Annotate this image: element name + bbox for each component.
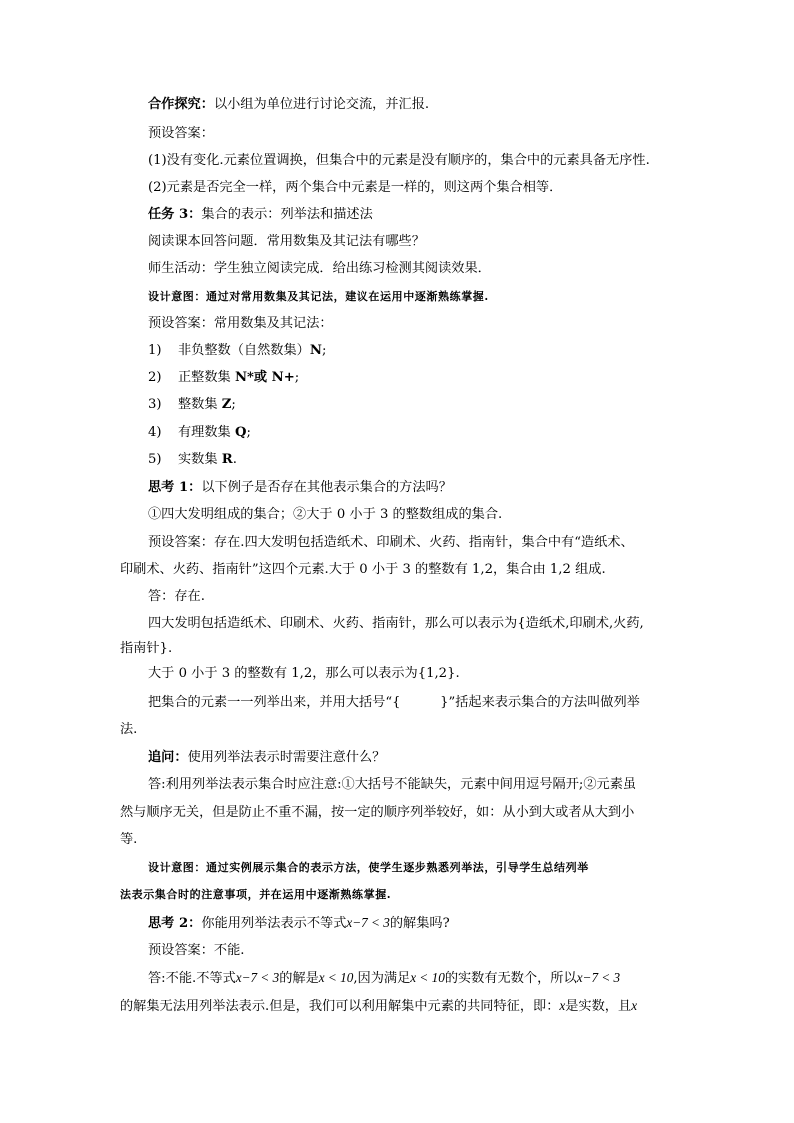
set-symbol: N xyxy=(309,343,322,358)
set-symbol: Q xyxy=(234,425,247,440)
text-line xyxy=(120,720,137,740)
answer-text: 的实数有无数个，所以 xyxy=(444,971,577,986)
line-text: 印刷术、火药、指南针”这四个元素.大于 0 小于 3 的整数有 1,2，集合由 1,2 组成. xyxy=(120,562,606,577)
section-label: 合作探究： xyxy=(148,97,214,112)
text-line xyxy=(120,560,606,580)
design-intent-line xyxy=(148,287,489,307)
text-line xyxy=(148,505,502,525)
text-line xyxy=(148,205,373,225)
line-text: 阅读课本回答问题．常用数集及其记法有哪些？ xyxy=(148,234,425,249)
think2-label: 思考 2： xyxy=(148,916,202,931)
line-text: 法. xyxy=(120,722,138,737)
answer-line-2 xyxy=(120,996,637,1017)
set-suffix: ; xyxy=(294,370,300,385)
line-text: 然与顺序无关，但是防止不重不漏，按一定的顺序列举较好，如：从小到大或者从大到小 xyxy=(120,805,635,820)
set-name: 实数集 xyxy=(178,452,222,467)
answer-text: 答:不能.不等式 xyxy=(148,971,236,986)
line-text: 以小组为单位进行讨论交流，并汇报. xyxy=(213,97,430,112)
set-suffix: ; xyxy=(321,343,327,358)
text-line xyxy=(148,478,452,498)
list-number: 3) xyxy=(148,397,162,412)
math-expr: x xyxy=(631,998,638,1013)
line-text: 设计意图：通过对常用数集及其记法，建议在运用中逐渐熟练掌握. xyxy=(148,290,489,303)
line-text: 等. xyxy=(120,832,138,847)
section-label: 任务 3： xyxy=(148,207,202,222)
text-line xyxy=(148,178,562,198)
math-expr: x xyxy=(559,998,566,1013)
number-set-item xyxy=(148,341,326,361)
text-line xyxy=(148,151,650,171)
text-line xyxy=(148,664,460,684)
answer-line-1 xyxy=(148,968,620,989)
math-expr: x−7 < 3 xyxy=(576,970,621,985)
preset-no: 预设答案：不能. xyxy=(148,943,245,958)
text-line xyxy=(148,124,214,144)
set-symbol: Z xyxy=(221,397,232,412)
number-set-item xyxy=(148,395,236,415)
list-number: 2) xyxy=(148,370,162,385)
line-text: (2)元素是否完全一样，两个集合中元素是一样的，则这两个集合相等． xyxy=(148,180,563,195)
set-symbol: R xyxy=(221,452,233,467)
text-line xyxy=(148,748,385,768)
design-intent-line xyxy=(148,858,589,878)
text-line xyxy=(148,533,634,553)
math-expr: x < 10 xyxy=(318,970,354,985)
think2-post: 的解集吗? xyxy=(389,916,450,931)
line-text: 答:利用列举法表示集合时应注意:①大括号不能缺失，元素中间用逗号隔开;②元素虽 xyxy=(148,777,637,792)
answer-text: 的解集无法用列举法表示.但是，我们可以利用解集中元素的共同特征，即： xyxy=(120,999,560,1014)
think2-pre: 你能用列举法表示不等式 xyxy=(201,916,347,931)
line-text: 师生活动：学生独立阅读完成．给出练习检测其阅读效果． xyxy=(148,261,491,276)
section-label: 追问： xyxy=(148,750,188,765)
line-text: 设计意图：通过实例展示集合的表示方法，使学生逐步熟悉列举法，引导学生总结列举 xyxy=(148,861,589,874)
set-name: 非负整数（自然数集） xyxy=(178,343,310,358)
number-set-item xyxy=(148,368,299,388)
section-label: 思考 1： xyxy=(148,480,202,495)
answer-text: 的解是 xyxy=(279,971,319,986)
text-line xyxy=(148,259,491,279)
set-symbol: N*或 N+ xyxy=(234,370,295,385)
line-text: 四大发明包括造纸术、印刷术、火药、指南针，那么可以表示为{造纸术,印刷术,火药, xyxy=(148,616,644,631)
text-line xyxy=(148,614,644,634)
text-line xyxy=(120,639,172,659)
line-text: 大于 0 小于 3 的整数有 1,2，那么可以表示为{1,2}. xyxy=(148,666,460,681)
line-text: 预设答案：存在.四大发明包括造纸术、印刷术、火药、指南针，集合中有“造纸术、 xyxy=(148,535,634,550)
think2-math: x−7 < 3 xyxy=(346,915,390,930)
text-line xyxy=(148,587,205,607)
line-text: 预设答案：常用数集及其记法： xyxy=(148,316,333,331)
line-text: (1)没有变化.元素位置调换，但集合中的元素是没有顺序的，集合中的元素具备无序性. xyxy=(148,153,650,168)
text-line xyxy=(148,232,425,252)
text-line xyxy=(148,314,333,334)
list-number: 5) xyxy=(148,452,162,467)
line-text: 指南针}. xyxy=(120,641,173,656)
line-text: 集合的表示：列举法和描述法 xyxy=(201,207,373,222)
math-expr: x−7 < 3 xyxy=(235,970,280,985)
text-line xyxy=(148,95,429,115)
set-name: 有理数集 xyxy=(178,425,235,440)
text-line xyxy=(120,830,137,850)
set-name: 正整数集 xyxy=(178,370,235,385)
list-number: 1) xyxy=(148,343,162,358)
line-text: 使用列举法表示时需要注意什么？ xyxy=(187,750,386,765)
line-text: 预设答案： xyxy=(148,126,214,141)
text-line xyxy=(148,775,636,795)
line-text: ①四大发明组成的集合；②大于 0 小于 3 的整数组成的集合. xyxy=(148,507,503,522)
number-set-item xyxy=(148,423,251,443)
set-name: 整数集 xyxy=(178,397,222,412)
line-text: 以下例子是否存在其他表示集合的方法吗？ xyxy=(201,480,452,495)
answer-text: 是实数，且 xyxy=(565,999,632,1014)
number-set-item xyxy=(148,450,237,470)
line-text: 答：存在. xyxy=(148,589,205,604)
set-suffix: ; xyxy=(246,425,251,440)
text-line xyxy=(120,803,634,823)
set-suffix: . xyxy=(232,452,237,467)
design-intent-line xyxy=(120,885,391,905)
math-expr: x < 10 xyxy=(410,970,445,985)
line-text: 法表示集合时的注意事项，并在运用中逐渐熟练掌握. xyxy=(120,888,392,901)
set-suffix: ; xyxy=(231,397,236,412)
text-line xyxy=(148,693,640,713)
list-number: 4) xyxy=(148,425,162,440)
line-text: 把集合的元素一一列举出来，并用大括号“{ }”括起来表示集合的方法叫做列举 xyxy=(148,695,640,710)
think2-line xyxy=(148,913,450,934)
answer-text: ,因为满足 xyxy=(353,971,411,986)
